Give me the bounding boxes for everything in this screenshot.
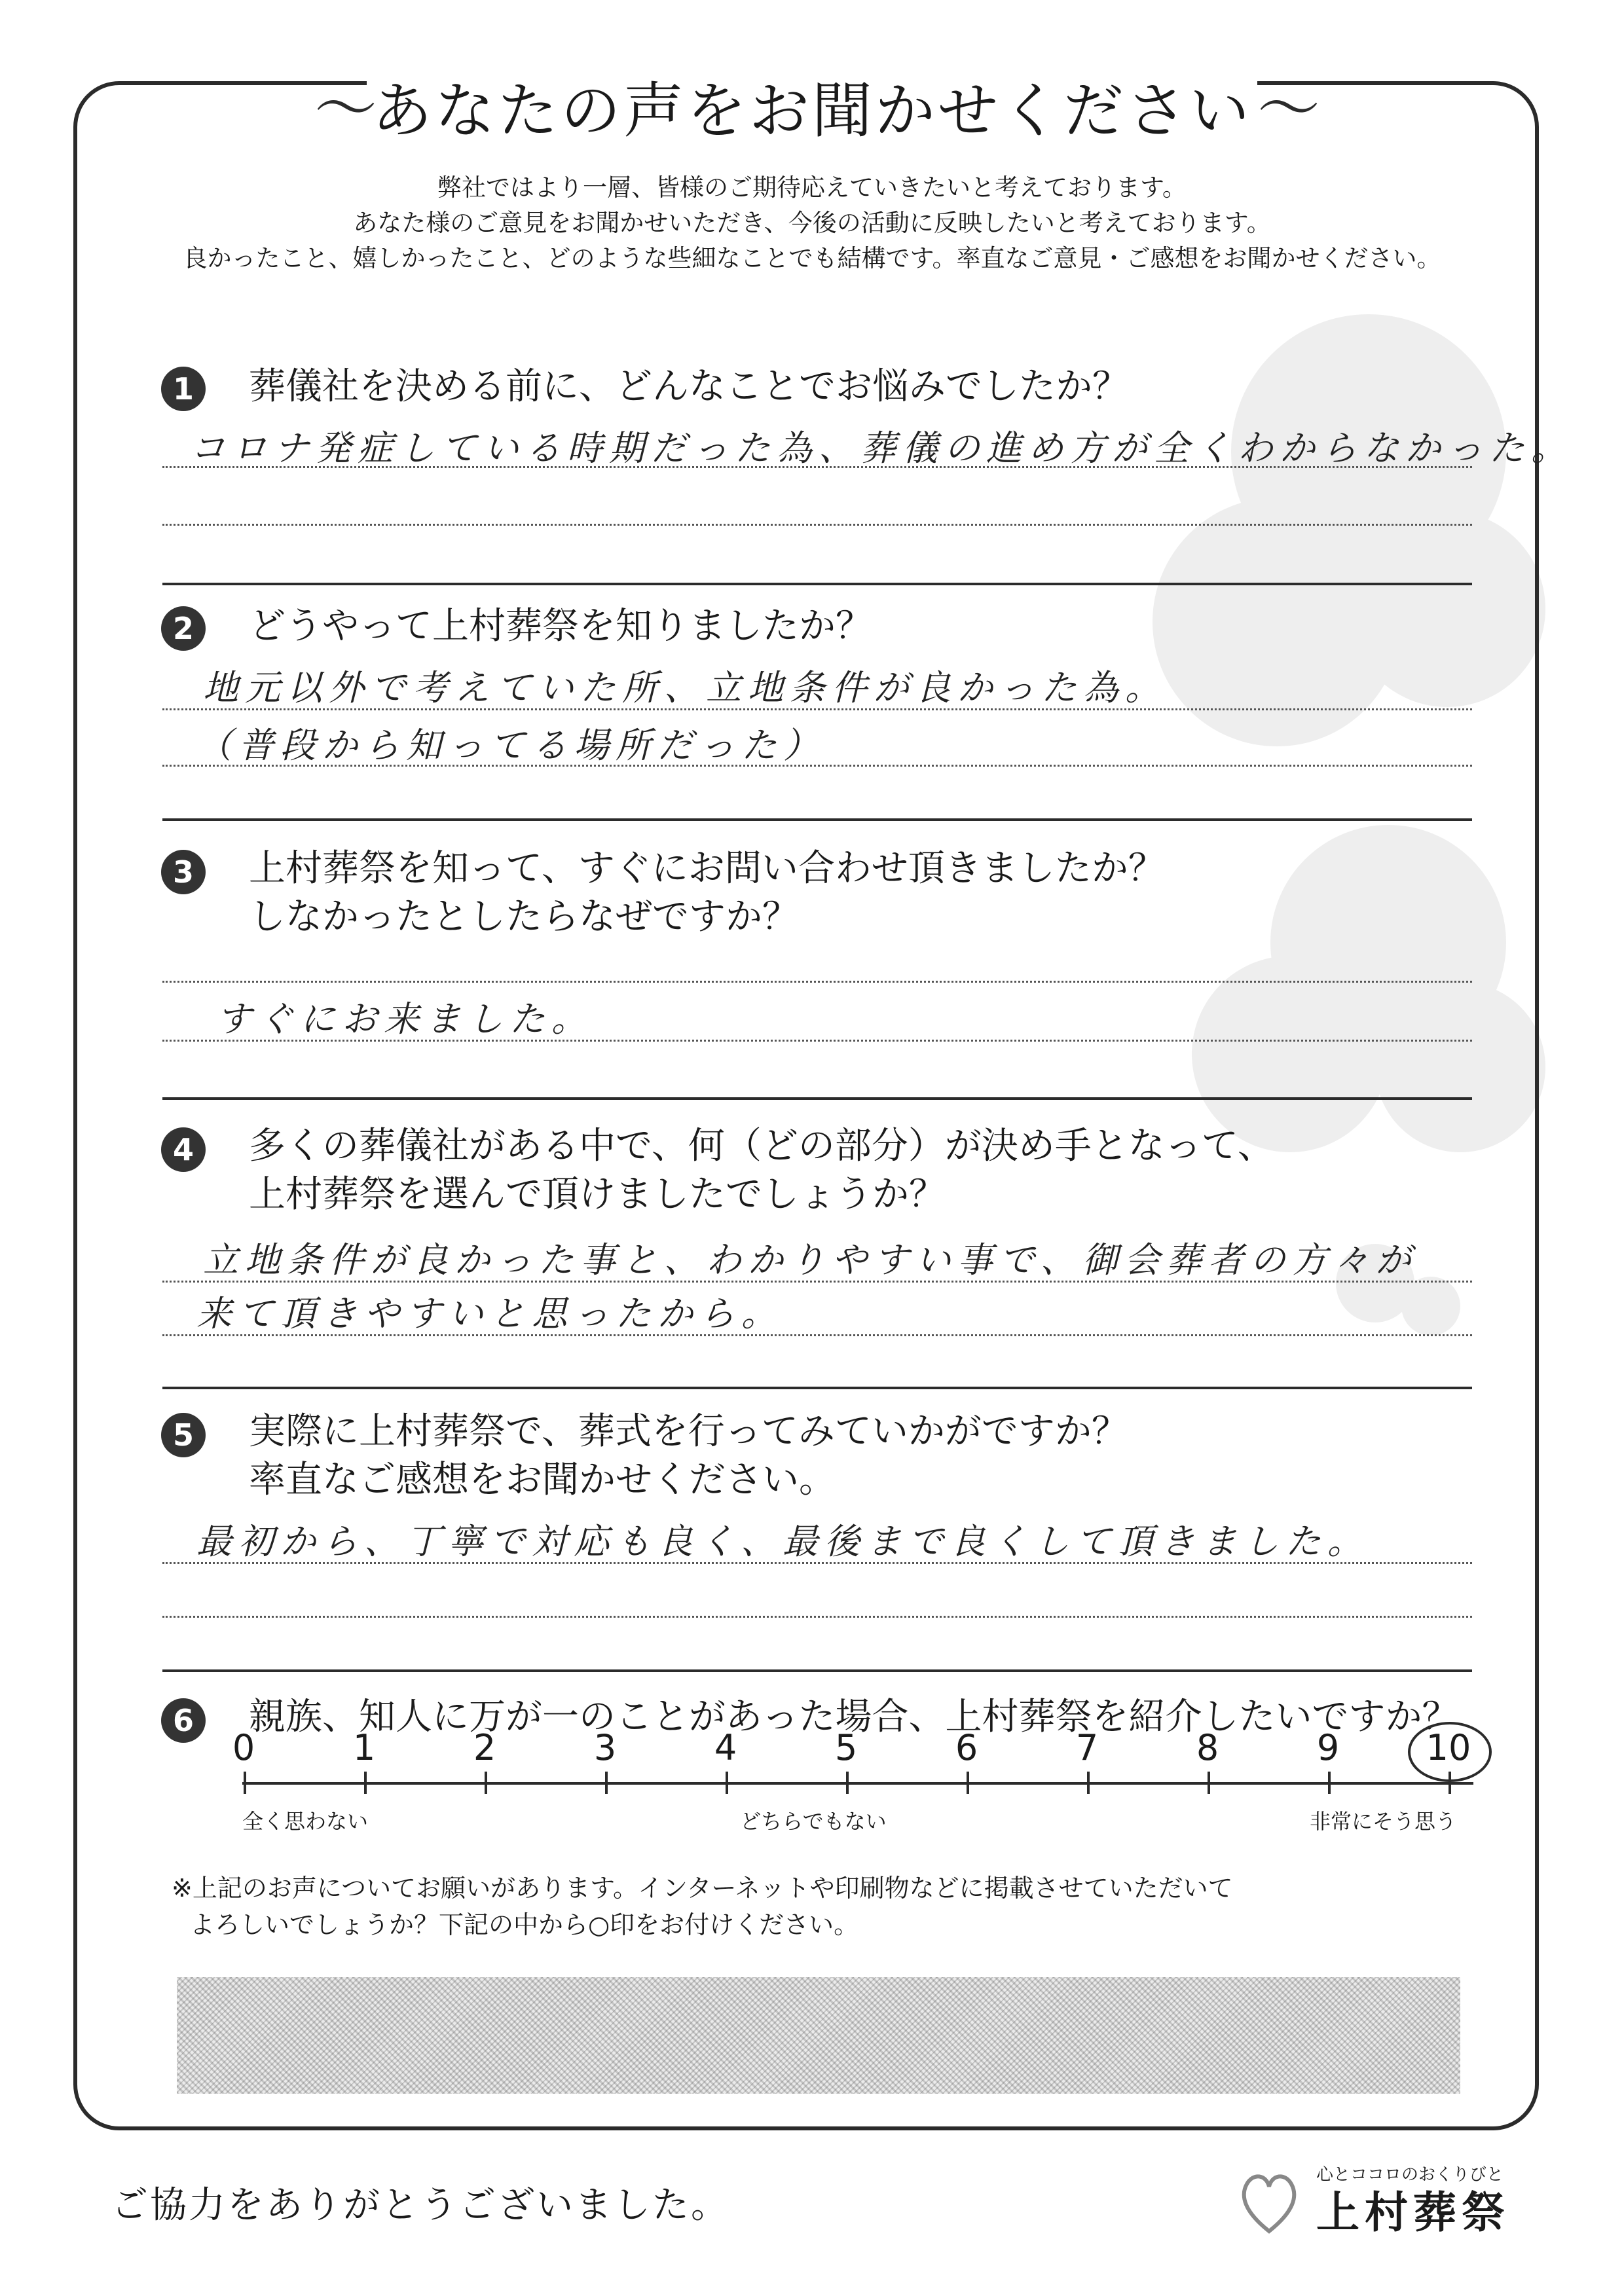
answer-line: [162, 1616, 1472, 1618]
answer-line: [162, 1334, 1472, 1336]
section-divider: [162, 1387, 1472, 1389]
section-divider: [162, 1669, 1472, 1672]
scale-tick-4: [726, 1772, 728, 1794]
answer-4-line-1: 立地条件が良かった事と、わかりやすい事で、御会葬者の方々が: [203, 1239, 1418, 1281]
scale-tick-3: [605, 1772, 608, 1794]
answer-line: [162, 1281, 1472, 1283]
answer-1-line-1: コロナ発症している時期だった為、葬儀の進め方が全くわからなかった。: [190, 428, 1573, 469]
answer-line: [162, 765, 1472, 767]
scale-tick-5: [846, 1772, 849, 1794]
section-divider: [162, 818, 1472, 821]
question-4-text-line-1: 多くの葬儀社がある中で、何（どの部分）が決め手となって、: [249, 1125, 1274, 1167]
question-2-text: どうやって上村葬祭を知りましたか？: [249, 605, 872, 647]
scale-label-1: 1: [352, 1727, 376, 1768]
consent-note-line-1: ※上記のお声についてお願いがあります。インターネットや印刷物などに掲載させていただいて: [172, 1874, 1233, 1903]
scale-label-4: 4: [714, 1727, 737, 1768]
section-divider: [162, 1097, 1472, 1100]
consent-note-line-2: よろしいでしょうか？下記の中から○印をお付けください。: [190, 1910, 859, 1939]
intro-line-3: 良かったこと、嬉しかったこと、どのような些細なことでも結構です。率直なご意見・ご感想をお聞かせください。: [183, 244, 1441, 272]
scale-tick-6: [967, 1772, 969, 1794]
question-number-4: 4: [161, 1127, 206, 1172]
scale-tick-1: [364, 1772, 367, 1794]
page-title: あなたの声をお聞かせください: [367, 65, 1257, 157]
scale-label-0: 0: [232, 1727, 255, 1768]
scale-high-label: 非常にそう思う: [1310, 1809, 1457, 1834]
question-5-text-line-2: 率直なご感想をお聞かせください。: [249, 1459, 836, 1501]
question-number-1: 1: [161, 367, 206, 411]
thanks-message: ご協力をありがとうございました。: [111, 2184, 729, 2227]
logo-tagline: 心とココロのおくりびと: [1316, 2165, 1504, 2185]
scale-mid-label: どちらでもない: [740, 1809, 887, 1834]
answer-line: [162, 981, 1472, 983]
answer-2-line-2: （普段から知ってる場所だった）: [196, 725, 825, 766]
question-4-text-line-2: 上村葬祭を選んで頂けましたでしょうか？: [249, 1173, 946, 1216]
scale-label-3: 3: [593, 1727, 617, 1768]
answer-3-line-1: すぐにお来ました。: [216, 998, 593, 1040]
selected-circle: [1408, 1722, 1492, 1782]
scale-tick-0: [244, 1772, 246, 1794]
heart-logo-icon: [1238, 2160, 1301, 2236]
scale-tick-2: [485, 1772, 487, 1794]
redacted-options-area: [177, 1977, 1460, 2094]
answer-line: [162, 1562, 1472, 1564]
scale-label-2: 2: [473, 1727, 496, 1768]
answer-4-line-2: 来て頂きやすいと思ったから。: [196, 1293, 783, 1334]
scale-tick-9: [1328, 1772, 1331, 1794]
scale-label-9: 9: [1316, 1727, 1340, 1768]
title-area: [0, 65, 1624, 157]
intro-line-1: 弊社ではより一層、皆様のご期待応えていきたいと考えております。: [437, 173, 1187, 202]
question-number-6: 6: [161, 1698, 206, 1743]
scale-label-6: 6: [955, 1727, 978, 1768]
answer-5-line-1: 最初から、丁寧で対応も良く、最後まで良くして頂きました。: [196, 1521, 1369, 1562]
question-1-text: 葬儀社を決める前に、どんなことでお悩みでしたか？: [249, 365, 1129, 408]
scale-label-5: 5: [834, 1727, 858, 1768]
left-flourish-icon: 〜: [314, 72, 377, 145]
scale-tick-8: [1208, 1772, 1210, 1794]
question-number-3: 3: [161, 850, 206, 894]
answer-line: [162, 1040, 1472, 1042]
scale-label-10: 10: [1426, 1727, 1471, 1768]
scale-low-label: 全く思わない: [242, 1809, 369, 1834]
scale-label-8: 8: [1196, 1727, 1219, 1768]
question-5-text-line-1: 実際に上村葬祭で、葬式を行ってみていかがですか？: [249, 1410, 1128, 1453]
section-divider: [162, 583, 1472, 585]
right-flourish-icon: 〜: [1257, 72, 1320, 145]
scale-tick-7: [1087, 1772, 1090, 1794]
question-3-text-line-2: しなかったとしたらなぜですか？: [249, 896, 799, 938]
question-number-2: 2: [161, 606, 206, 651]
answer-line: [162, 708, 1472, 710]
answer-line: [162, 466, 1472, 468]
answer-line: [162, 524, 1472, 526]
question-3-text-line-1: 上村葬祭を知って、すぐにお問い合わせ頂きましたか？: [249, 847, 1165, 890]
scale-label-7: 7: [1075, 1727, 1099, 1768]
logo-name: 上村葬祭: [1316, 2187, 1510, 2238]
intro-line-2: あなた様のご意見をお聞かせいただき、今後の活動に反映したいと考えております。: [353, 209, 1271, 237]
question-number-5: 5: [161, 1413, 206, 1457]
scale-axis: [242, 1782, 1473, 1785]
answer-2-line-1: 地元以外で考えていた所、立地条件が良かった為。: [203, 667, 1167, 708]
question-6-text: 親族、知人に万が一のことがあった場合、上村葬祭を紹介したいですか？: [249, 1696, 1459, 1738]
